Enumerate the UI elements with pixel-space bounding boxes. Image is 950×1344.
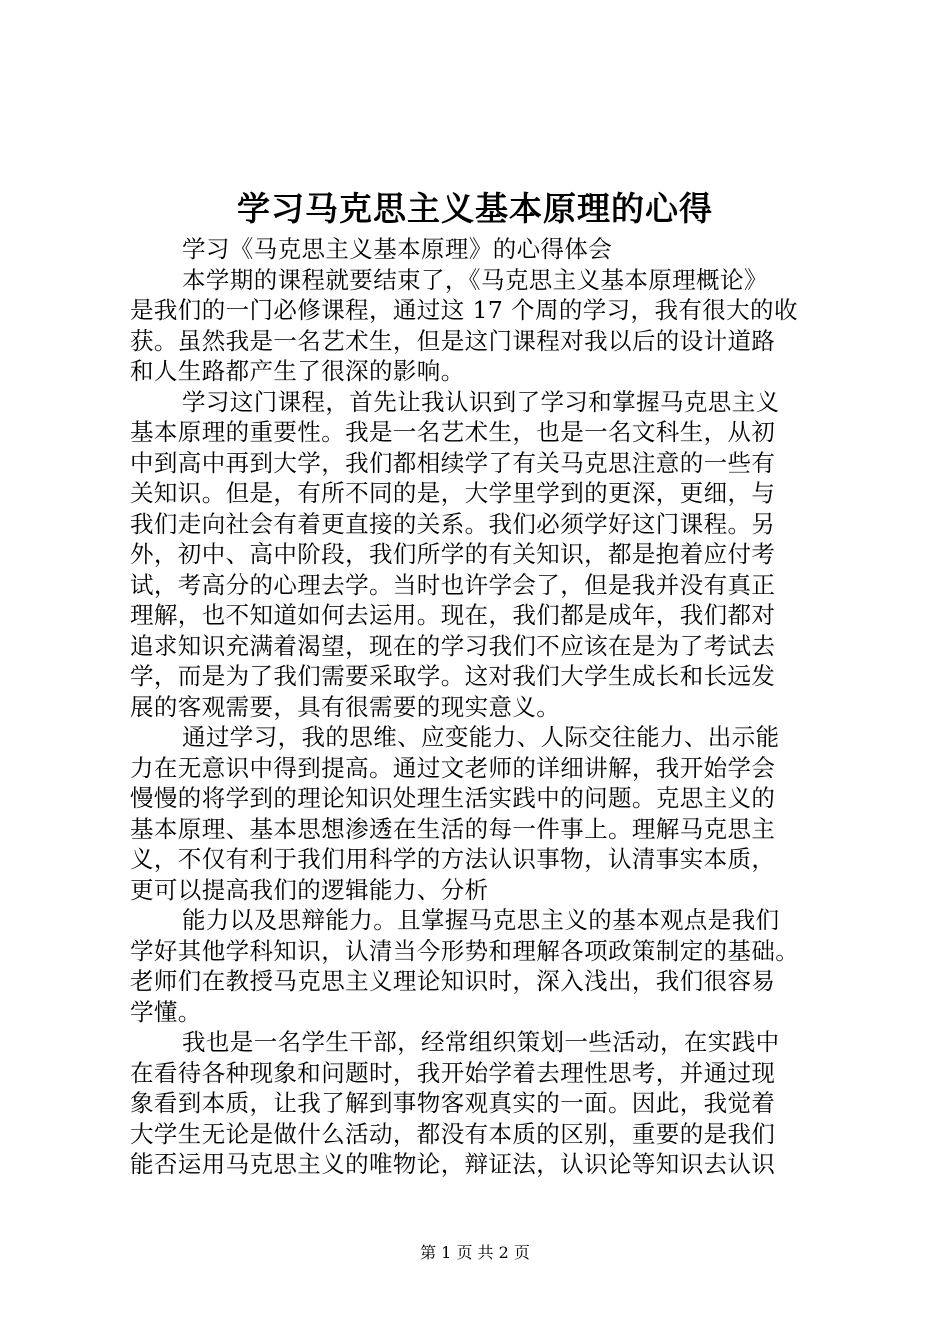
text-line: 理解，也不知道如何去运用。现在，我们都是成年，我们都对	[130, 601, 776, 629]
text-line: 基本原理的重要性。我是一名艺术生，也是一名文科生，从初	[130, 418, 776, 446]
text-line: 本学期的课程就要结束了，《马克思主义基本原理概论》	[182, 265, 768, 294]
text-line: 义，不仅有利于我们用科学的方法认识事物，认清事实本质，	[130, 845, 776, 873]
text-line: 是我们的一门必修课程，通过这 17 个周的学习，我有很大的收	[130, 296, 798, 324]
text-line: 外，初中、高中阶段，我们所学的有关知识，都是抱着应付考	[130, 540, 776, 568]
text-line: 能否运用马克思主义的唯物论，辩证法，认识论等知识去认识	[130, 1150, 776, 1178]
text-line: 学习这门课程，首先让我认识到了学习和掌握马克思主义	[182, 387, 780, 416]
text-line: 中到高中再到大学，我们都相续学了有关马克思注意的一些有	[130, 448, 776, 477]
text-line: 大学生无论是做什么活动，都没有本质的区别，重要的是我们	[130, 1119, 776, 1148]
text-line: 和人生路都产生了很深的影响。	[130, 357, 465, 385]
text-line: 更可以提高我们的逻辑能力、分析	[130, 875, 489, 904]
text-line: 我们走向社会有着更直接的关系。我们必须学好这门课程。另	[130, 509, 776, 538]
text-line: 试，考高分的心理去学。当时也许学会了，但是我并没有真正	[130, 570, 776, 599]
text-line: 展的客观需要，具有很需要的现实意义。	[130, 692, 561, 721]
text-line: 通过学习，我的思维、应变能力、人际交往能力、出示能	[182, 723, 780, 751]
document-body	[130, 234, 840, 1180]
text-line: 学习《马克思主义基本原理》的心得体会	[182, 235, 613, 263]
text-line: 获。虽然我是一名艺术生，但是这门课程对我以后的设计道路	[130, 326, 776, 355]
text-line: 学懂。	[130, 997, 202, 1026]
text-line: 学好其他学科知识，认清当今形势和理解各项政策制定的基础。	[130, 936, 800, 965]
text-line: 我也是一名学生干部，经常组织策划一些活动，在实践中	[182, 1028, 780, 1056]
page-footer: 第 1 页 共 2 页	[420, 1243, 530, 1262]
text-line: 慢慢的将学到的理论知识处理生活实践中的问题。克思主义的	[130, 784, 776, 812]
text-line: 老师们在教授马克思主义理论知识时，深入浅出，我们很容易	[130, 967, 776, 995]
text-line: 关知识。但是，有所不同的是，大学里学到的更深，更细，与	[130, 479, 776, 507]
text-line: 在看待各种现象和问题时，我开始学着去理性思考，并通过现	[130, 1058, 776, 1087]
document-title: 学习马克思主义基本原理的心得	[237, 189, 713, 228]
text-line: 追求知识充满着渴望，现在的学习我们不应该在是为了考试去	[130, 631, 776, 660]
text-line: 象看到本质，让我了解到事物客观真实的一面。因此，我觉着	[130, 1089, 776, 1117]
text-line: 基本原理、基本思想渗透在生活的每一件事上。理解马克思主	[130, 814, 776, 843]
text-line: 学，而是为了我们需要采取学。这对我们大学生成长和长远发	[130, 662, 776, 690]
text-line: 力在无意识中得到提高。通过文老师的详细讲解，我开始学会	[130, 753, 776, 782]
text-line: 能力以及思辩能力。且掌握马克思主义的基本观点是我们	[182, 906, 780, 934]
